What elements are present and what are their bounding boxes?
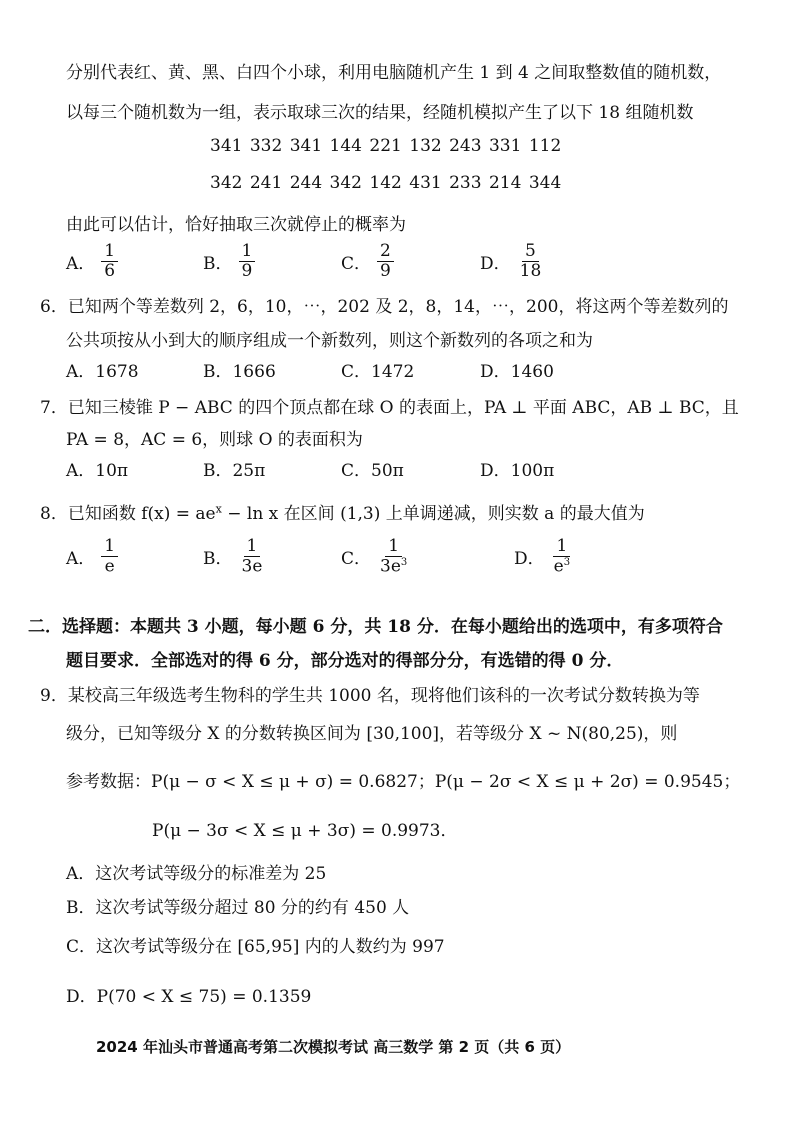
q9-text-line1: 9．某校高三年级选考生物科的学生共 1000 名，现将他们该科的一次考试分数转换为等 <box>40 686 700 706</box>
q7-text-line1: 7．已知三棱锥 P − ABC 的四个顶点都在球 O 的表面上，PA ⊥ 平面 ABC，AB ⊥ BC，且 <box>40 398 739 418</box>
denominator-exponent: 3 <box>563 556 571 568</box>
q5-option-c <box>341 242 394 280</box>
page-footer: 2024 年汕头市普通高考第二次模拟考试 高三数学 第 2 页（共 6 页） <box>96 1038 571 1056</box>
q6-option-d: D．1460 <box>480 362 554 382</box>
q8-option-a <box>66 537 118 576</box>
q5-random-row1: 341 332 341 144 221 132 243 331 112 <box>210 136 562 156</box>
denominator-base: e <box>553 556 564 577</box>
q9-text-line2: 级分，已知等级分 X 的分数转换区间为 [30,100]，若等级分 X ~ N(80,25)，则 <box>66 724 678 744</box>
q7-option-c: C．50π <box>341 461 404 481</box>
q5-text-line2: 以每三个随机数为一组，表示取球三次的结果，经随机模拟产生了以下 18 组随机数 <box>66 103 694 123</box>
fraction <box>239 242 256 280</box>
denominator <box>377 557 410 576</box>
numerator: 5 <box>522 242 539 262</box>
q7-option-b: B．25π <box>203 461 266 481</box>
section2-heading-line2: 题目要求．全部选对的得 6 分，部分选对的得部分分，有选错的得 0 分． <box>66 651 624 671</box>
option-label: A． <box>66 549 96 570</box>
q5-option-d <box>480 242 544 280</box>
option-label: A． <box>66 253 96 274</box>
q5-option-b <box>203 242 255 280</box>
numerator: 1 <box>553 537 570 557</box>
q8-text-rest: − ln x 在区间 (1,3) 上单调递减，则实数 a 的最大值为 <box>221 504 645 524</box>
fraction <box>101 242 118 280</box>
denominator: 6 <box>104 260 116 281</box>
option-label: C． <box>341 253 372 274</box>
fraction <box>101 537 118 576</box>
q7-option-a: A．10π <box>66 461 129 481</box>
fraction <box>377 537 410 576</box>
option-label: D． <box>480 253 511 274</box>
q6-text-line2: 公共项按从小到大的顺序组成一个新数列，则这个新数列的各项之和为 <box>66 331 593 351</box>
q6-option-b: B．1666 <box>203 362 276 382</box>
numerator: 1 <box>244 537 261 557</box>
q8-text-line1 <box>40 499 645 524</box>
fraction <box>551 537 573 576</box>
denominator: 9 <box>380 260 391 281</box>
denominator-base: e <box>104 556 115 577</box>
section2-heading-line1: 二．选择题：本题共 3 小题，每小题 6 分，共 18 分．在每小题给出的选项中，有多项符合 <box>28 617 723 637</box>
q7-option-d: D．100π <box>480 461 555 481</box>
denominator-exponent: 3 <box>400 556 408 568</box>
q5-text-line1: 分别代表红、黄、黑、白四个小球，利用电脑随机产生 1 到 4 之间取整数值的随机数， <box>66 63 722 83</box>
option-label: B． <box>203 253 233 274</box>
q8-option-c <box>341 537 410 576</box>
q8-option-b <box>203 537 265 576</box>
q9-reference-line1: 参考数据：P(μ − σ < X ≤ μ + σ) = 0.6827；P(μ − 2σ < X ≤ μ + 2σ) = 0.9545； <box>66 772 741 792</box>
q5-random-row2: 342 241 244 342 142 431 233 214 344 <box>210 173 562 193</box>
denominator-base: 3e <box>241 556 263 577</box>
q5-option-a <box>66 242 118 280</box>
q6-text-line1: 6．已知两个等差数列 2，6，10，⋯，202 及 2，8，14，⋯，200，将这两个等差数列的 <box>40 297 729 317</box>
q7-text-line2: PA = 8，AC = 6，则球 O 的表面积为 <box>66 430 363 450</box>
fraction <box>239 537 266 576</box>
denominator-base: 3e <box>380 556 401 577</box>
numerator: 2 <box>377 242 394 262</box>
q9-option-a: A．这次考试等级分的标准差为 25 <box>66 864 327 884</box>
q8-option-d <box>514 537 573 576</box>
q6-option-c: C．1472 <box>341 362 415 382</box>
q9-option-b: B．这次考试等级分超过 80 分的约有 450 人 <box>66 898 410 918</box>
fraction <box>377 242 394 280</box>
numerator: 1 <box>101 242 118 262</box>
fraction <box>517 242 545 280</box>
option-label: C． <box>341 549 372 570</box>
q8-text-start: 8．已知函数 f(x) = ae <box>40 504 216 524</box>
q9-option-d: D．P(70 < X ≤ 75) = 0.1359 <box>66 987 312 1007</box>
numerator: 1 <box>101 537 118 557</box>
denominator: 18 <box>519 260 542 281</box>
q8-exponent: x <box>215 502 222 516</box>
numerator: 1 <box>385 537 402 557</box>
denominator <box>551 557 573 576</box>
q9-reference-line2: P(μ − 3σ < X ≤ μ + 3σ) = 0.9973． <box>152 821 458 841</box>
q5-question: 由此可以估计，恰好抽取三次就停止的概率为 <box>66 215 406 235</box>
numerator: 1 <box>239 242 256 262</box>
denominator <box>102 557 118 576</box>
q9-option-c: C．这次考试等级分在 [65,95] 内的人数约为 997 <box>66 937 445 957</box>
denominator <box>239 557 266 576</box>
option-label: B． <box>203 549 233 570</box>
denominator: 9 <box>241 260 253 281</box>
q6-option-a: A．1678 <box>66 362 139 382</box>
option-label: D． <box>514 549 545 570</box>
